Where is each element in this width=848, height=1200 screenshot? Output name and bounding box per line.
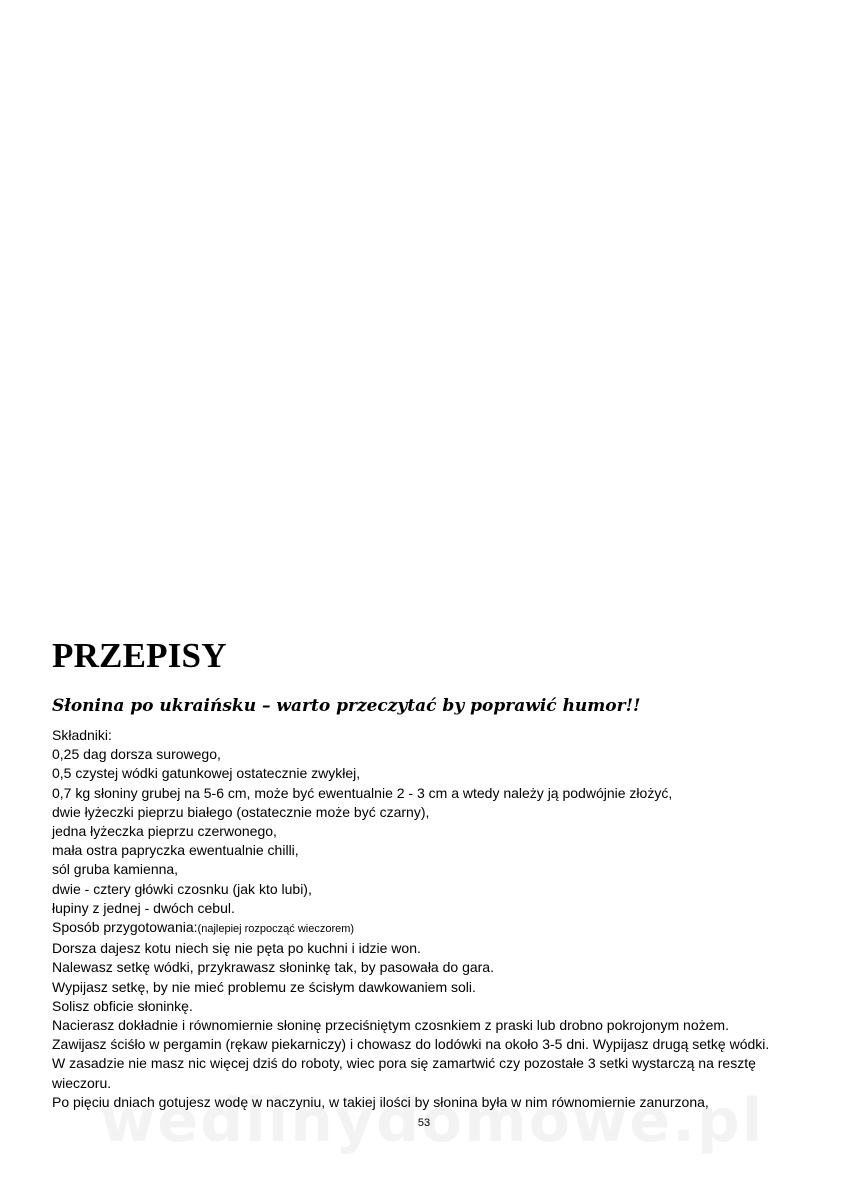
ingredient-item: dwie łyżeczki pieprzu białego (ostatecznie może być czarny), bbox=[52, 803, 430, 820]
ingredient-item: łupiny z jednej - dwóch cebul. bbox=[52, 899, 235, 916]
ingredients-label: Składniki: bbox=[52, 727, 112, 743]
ingredient-item: jedna łyżeczka pieprzu czerwonego, bbox=[52, 823, 277, 840]
ingredient-item: 0,7 kg słoniny grubej na 5-6 cm, może być ewentualnie 2 - 3 cm a wtedy należy ją podwójnie złożyć, bbox=[52, 784, 673, 801]
preparation-step: Po pięciu dniach gotujesz wodę w naczyniu, w takiej ilości by słonina była w nim równomiernie zanurzona, bbox=[52, 1093, 709, 1110]
recipe-body bbox=[52, 726, 812, 1112]
preparation-heading bbox=[52, 918, 812, 939]
ingredients-list bbox=[52, 745, 812, 918]
preparation-note: (najlepiej rozpocząć wieczorem) bbox=[197, 923, 355, 936]
preparation-steps bbox=[52, 939, 812, 1112]
page-number: 53 bbox=[417, 1117, 431, 1129]
preparation-step: Solisz obficie słoninkę. bbox=[52, 997, 193, 1014]
ingredient-item: dwie - cztery główki czosnku (jak kto lubi), bbox=[52, 880, 312, 897]
preparation-step: Nalewasz setkę wódki, przykrawasz słoninkę tak, by pasowała do gara. bbox=[52, 959, 494, 976]
preparation-step: Wypijasz setkę, by nie mieć problemu ze ścisłym dawkowaniem soli. bbox=[52, 978, 476, 995]
preparation-step: Zawijasz ściśło w pergamin (rękaw piekarniczy) i chowasz do lodówki na około 3-5 dni. Wypijasz drugą setkę wódki. bbox=[52, 1036, 770, 1053]
page-heading: PRZEPISY bbox=[52, 636, 227, 675]
preparation-label: Sposób przygotowania: bbox=[52, 919, 198, 936]
ingredient-item: 0,25 dag dorsza surowego, bbox=[52, 746, 221, 763]
ingredient-item: sól gruba kamienna, bbox=[52, 861, 179, 878]
recipe-title: Słonina po ukraińsku – warto przeczytać by poprawić humor!! bbox=[52, 696, 641, 716]
preparation-step: Nacierasz dokładnie i równomiernie słoninę przeciśniętym czosnkiem z praski lub drobno pokrojonym nożem. bbox=[52, 1017, 729, 1034]
ingredient-item: mała ostra papryczka ewentualnie chilli, bbox=[52, 842, 299, 859]
preparation-step: W zasadzie nie masz nic więcej dziś do roboty, wiec pora się zamartwić czy pozostałe 3 setki wystarczą na resztę wieczoru. bbox=[52, 1055, 756, 1091]
preparation-step: Dorsza dajesz kotu niech się nie pęta po kuchni i idzie won. bbox=[52, 940, 421, 957]
ingredient-item: 0,5 czystej wódki gatunkowej ostatecznie zwykłej, bbox=[52, 765, 361, 782]
